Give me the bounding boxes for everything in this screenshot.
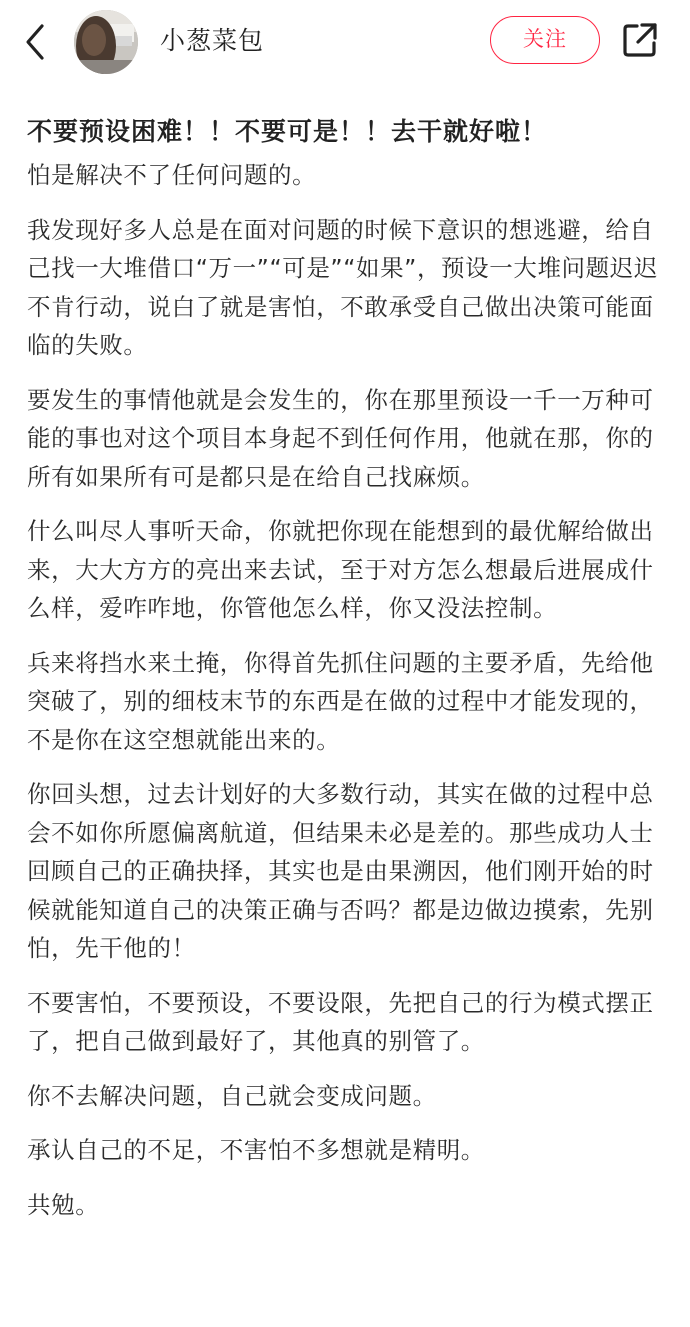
top-bar <box>0 0 690 88</box>
share-button[interactable] <box>620 20 660 60</box>
post-paragraph: 承认自己的不足，不害怕不多想就是精明。 <box>27 1136 485 1164</box>
back-button[interactable] <box>18 20 58 64</box>
post-paragraph: 不要害怕，不要预设，不要设限，先把自己的行为模式摆正了，把自己做到最好了，其他真的别管了。 <box>27 988 654 1055</box>
post-paragraph: 要发生的事情他就是会发生的，你在那里预设一千一万种可能的事也对这个项目本身起不到任何作用，他就在那，你的所有如果所有可是都只是在给自己找麻烦。 <box>27 385 654 491</box>
post-paragraph: 你回头想，过去计划好的大多数行动，其实在做的过程中总会不如你所愿偏离航道，但结果未必是差的。那些成功人士回顾自己的正确抉择，其实也是由果溯因，他们刚开始的时候就能知道自己的决策正确与否吗？都是边做边摸索，先别怕，先干他的！ <box>27 780 654 962</box>
share-icon <box>620 20 660 60</box>
post-paragraph: 怕是解决不了任何问题的。 <box>27 161 317 189</box>
post-paragraph: 什么叫尽人事听天命，你就把你现在能想到的最优解给做出来，大大方方的亮出来去试，至于对方怎么想最后进展成什么样，爱咋咋地，你管他怎么样，你又没法控制。 <box>27 517 654 622</box>
avatar[interactable] <box>74 10 138 74</box>
post-paragraph: 我发现好多人总是在面对问题的时候下意识的想逃避，给自己找一大堆借口“万一”“可是”“如果”，预设一大堆问题迟迟不肯行动，说白了就是害怕，不敢承受自己做出决策可能面临的失败。 <box>27 215 658 359</box>
avatar-image <box>74 10 138 74</box>
author-name[interactable]: 小葱菜包 <box>160 26 265 55</box>
post-paragraph: 你不去解决问题，自己就会变成问题。 <box>27 1081 437 1110</box>
follow-button[interactable]: 关注 <box>490 16 600 64</box>
post-content <box>27 112 667 1240</box>
chevron-left-icon <box>18 20 58 64</box>
post-paragraph: 兵来将挡水来土掩，你得首先抓住问题的主要矛盾，先给他突破了，别的细枝末节的东西是在做的过程中才能发现的，不是你在这空想就能出来的。 <box>27 648 654 754</box>
post-title: 不要预设困难！！不要可是！！去干就好啦！ <box>27 117 548 146</box>
post-paragraph: 共勉。 <box>27 1190 100 1219</box>
